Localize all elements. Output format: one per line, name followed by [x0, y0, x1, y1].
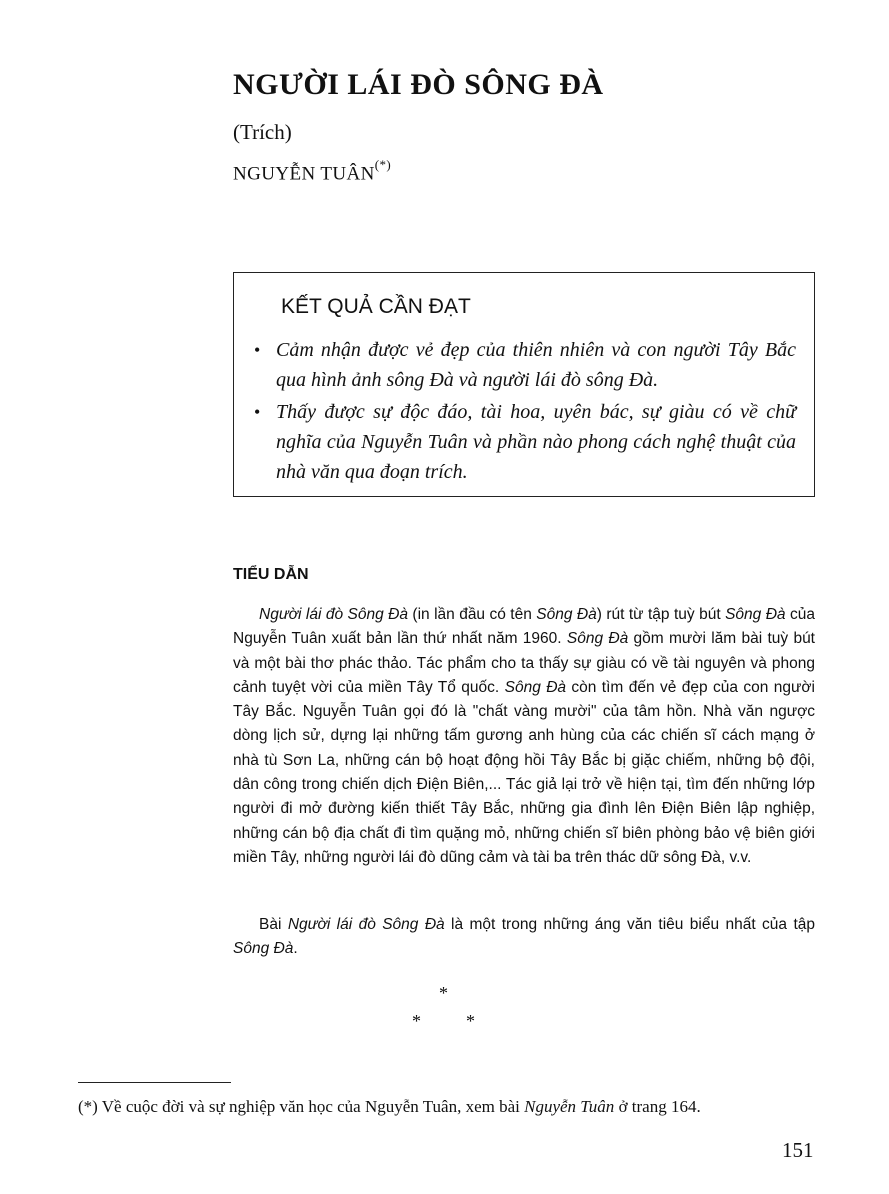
paragraph-text: (in lần đầu có tên	[407, 606, 537, 623]
work-title: Sông Đà	[725, 606, 786, 623]
work-title: Sông Đà	[504, 678, 567, 696]
footnote-divider	[78, 1082, 231, 1083]
paragraph-text: ) rút từ tập tuỳ bút	[596, 606, 726, 623]
footnote-reference-title: Nguyễn Tuân	[524, 1097, 615, 1116]
chapter-title: NGƯỜI LÁI ĐÒ SÔNG ĐÀ	[233, 68, 604, 101]
work-title: Sông Đà	[566, 630, 629, 648]
author-name-text: NGUYỄN TUÂN	[233, 163, 375, 185]
footnote-text: ở trang 164.	[614, 1097, 701, 1116]
author-footnote-marker: (*)	[374, 157, 392, 172]
learning-goal-item	[254, 335, 796, 395]
bullet-icon: •	[254, 340, 261, 360]
intro-paragraph	[233, 603, 815, 870]
paragraph-text: còn tìm đến vẻ đẹp của con người Tây Bắc. Nguyễn Tuân gọi đó là "chất vàng mười" của tâm hồn. Nhà văn ngược dòng lịch sử, dựng lại những tấm gương anh hùng của các chiến sĩ cách mạng ở nhà tù Sơn La, những cán bộ hoạt động hồi Tây Bắc bị giặc chiếm, những bộ đội, dân công trong chiến dịch Điện Biên,... Tác giả lại trở về hiện tại, tìm đến những lớp người đi mở đường kiến thiết Tây Bắc, những gia đình lên Điện Biên lập nghiệp, những cán bộ địa chất đi tìm quặng mỏ, những chiến sĩ biên phòng bảo vệ biên giới miền Tây, những người lái đò dũng cảm và tài ba trên thác dữ sông Đà, v.v.	[233, 678, 816, 866]
excerpt-label: (Trích)	[233, 120, 292, 144]
work-title: Người lái đò Sông Đà	[287, 916, 445, 933]
learning-goals-heading: KẾT QUẢ CẦN ĐẠT	[281, 295, 471, 318]
paragraph-text: là một trong những áng văn tiêu biểu nhất của tập	[444, 916, 815, 933]
paragraph-text: của Nguyễn Tuân xuất bản lần thứ nhất năm 1960.	[233, 606, 815, 648]
intro-heading: TIỂU DẪN	[233, 566, 309, 583]
section-separator-star: *	[466, 1011, 475, 1031]
bullet-icon: •	[254, 402, 261, 422]
learning-goal-item	[254, 397, 796, 487]
footnote-text: (*) Về cuộc đời và sự nghiệp văn học của Nguyễn Tuân, xem bài	[78, 1097, 525, 1116]
paragraph-text: .	[293, 940, 298, 958]
section-separator-star: *	[439, 983, 448, 1003]
section-separator-star: *	[412, 1011, 421, 1031]
work-title: Sông Đà	[233, 940, 294, 958]
footnote	[78, 1097, 701, 1117]
learning-goal-text: Cảm nhận được vẻ đẹp của thiên nhiên và con người Tây Bắc qua hình ảnh sông Đà và người lái đò sông Đà.	[276, 339, 796, 391]
paragraph-text: Bài	[259, 916, 288, 933]
learning-goal-text: Thấy được sự độc đáo, tài hoa, uyên bác, sự giàu có về chữ nghĩa của Nguyễn Tuân và phần nào phong cách nghệ thuật của nhà văn qua đoạn trích.	[276, 401, 796, 483]
page-number: 151	[782, 1138, 814, 1162]
intro-paragraph	[233, 913, 815, 962]
author-name	[233, 157, 392, 185]
learning-goals-box	[233, 272, 815, 497]
work-title: Sông Đà	[536, 606, 597, 623]
paragraph-text: gồm mười lăm bài tuỳ bút và một bài thơ phác thảo. Tác phẩm cho ta thấy sự giàu có về tài nguyên và phong cảnh tuyệt vời của miền Tây Tổ quốc.	[233, 630, 815, 696]
work-title: Người lái đò Sông Đà	[259, 606, 408, 623]
